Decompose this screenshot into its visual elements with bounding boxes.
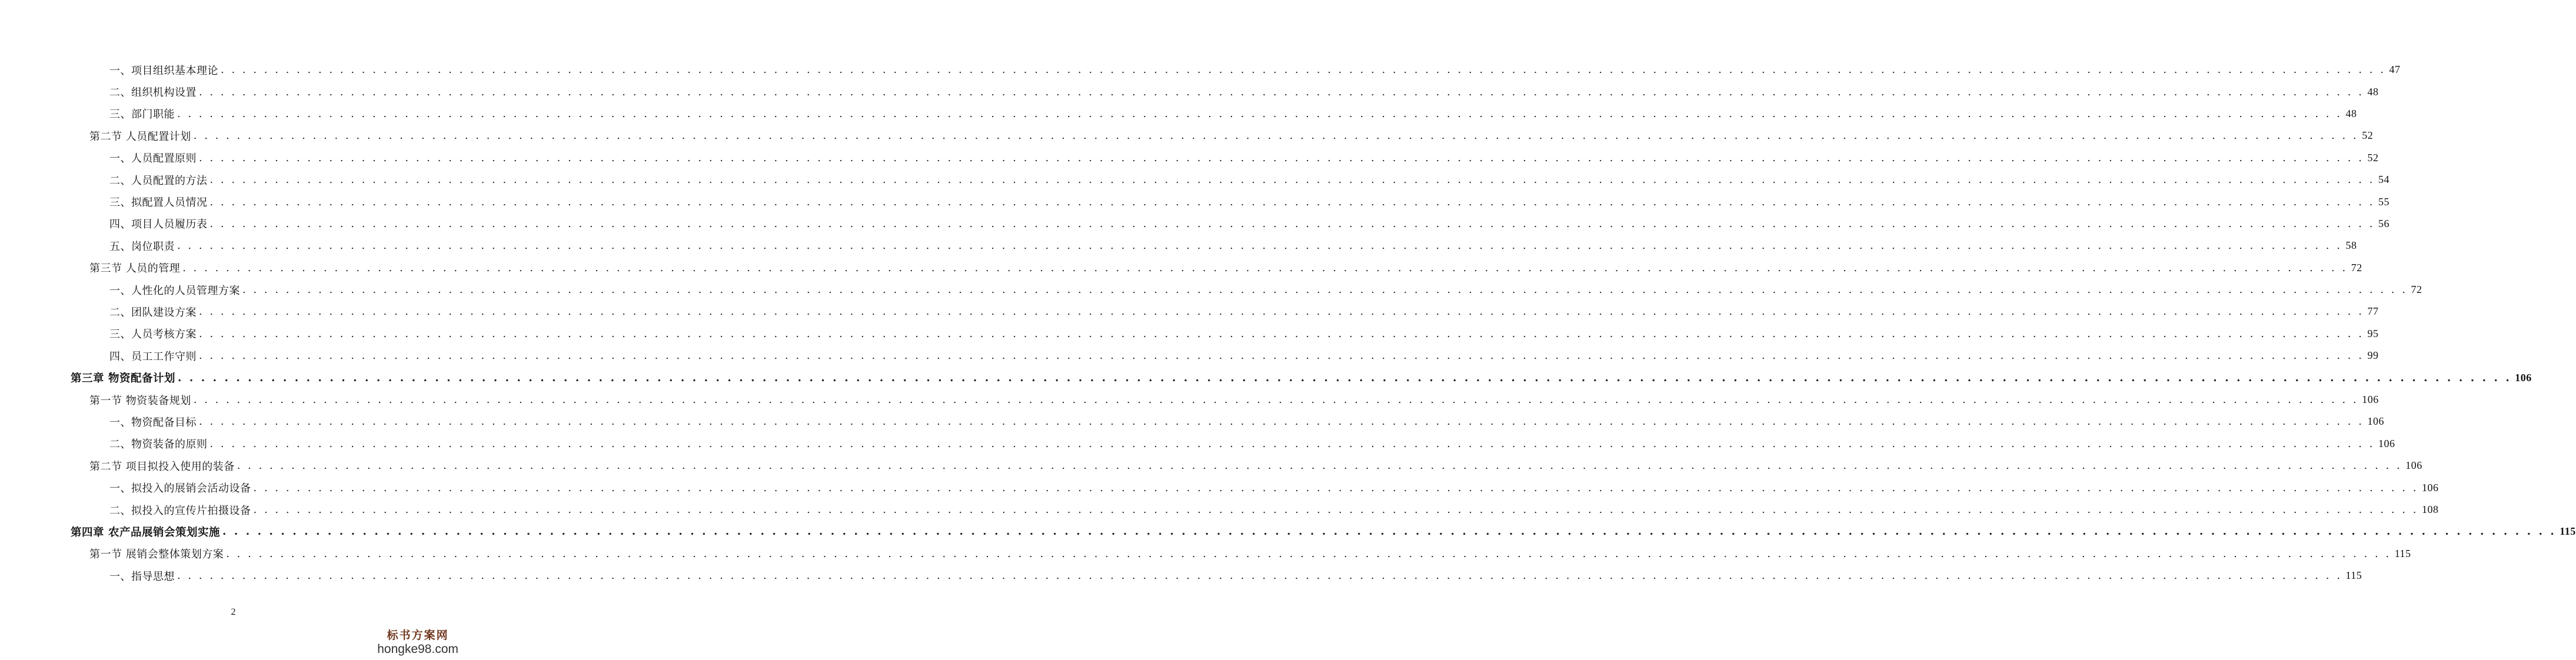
toc-entry[interactable] — [0, 389, 2379, 411]
toc-entry-title: 一、拟投入的展销会活动设备 — [109, 482, 251, 495]
toc-entry-page: 106 — [2421, 481, 2439, 494]
toc-entry[interactable] — [0, 125, 2374, 146]
toc-entry-title: 第一节 展销会整体策划方案 — [89, 548, 224, 561]
toc-entry-page: 52 — [2362, 129, 2374, 142]
toc-entry-title: 一、人员配置原则 — [109, 152, 197, 165]
toc-dot-leader: . . . . . . . . . . . . . . . . . . . . . . . . . . . . . . . . . . . . . . . . . . . . . . . . . . . . . . . . . . . . . . . . . . . . . . . . . . . . . . . . . . . . . . . . . . . . . . . . . . . . . . . . . . . . . . . . . . . . . . . . . . . . . . . . . . . . . . . . . . . . . . . . . . . . . . . . . . . . . . . . . . . . . . . . . . . . . . . . . . . . . . . . . . . . . . . . . . . . . . . . — [253, 481, 2418, 494]
toc-entry-page: 72 — [2411, 284, 2422, 296]
toc-entry-title: 第三节 人员的管理 — [89, 262, 181, 275]
toc-entry[interactable] — [0, 345, 2379, 366]
toc-dot-leader: . . . . . . . . . . . . . . . . . . . . . . . . . . . . . . . . . . . . . . . . . . . . . . . . . . . . . . . . . . . . . . . . . . . . . . . . . . . . . . . . . . . . . . . . . . . . . . . . . . . . . . . . . . . . . . . . . . . . . . . . . . . . . . . . . . . . . . . . . . . . . . . . . . . . . . . . . . . . . . . . . . . . . . . . . . . . . . . . . . . . . . . . . . . . . . . . . . . . . . . . — [199, 415, 2364, 428]
toc-entry-title: 一、指导思想 — [109, 570, 175, 583]
toc-entry-page: 56 — [2378, 217, 2389, 229]
watermark-name: 标书方案网 — [387, 629, 449, 642]
toc-entry-title: 三、人员考核方案 — [109, 328, 197, 341]
toc-entry-page: 95 — [2367, 327, 2379, 339]
toc-entry-page: 106 — [2367, 415, 2384, 428]
toc-entry-title: 二、物资装备的原则 — [109, 438, 208, 451]
toc-entry-page: 115 — [2394, 547, 2411, 559]
toc-entry-title: 三、拟配置人员情况 — [109, 196, 208, 209]
toc-entry[interactable] — [0, 59, 2401, 81]
toc-dot-leader: . . . . . . . . . . . . . . . . . . . . . . . . . . . . . . . . . . . . . . . . . . . . . . . . . . . . . . . . . . . . . . . . . . . . . . . . . . . . . . . . . . . . . . . . . . . . . . . . . . . . . . . . . . . . . . . . . . . . . . . . . . . . . . . . . . . . . . . . . . . . . . . . . . . . . . . . . . . . . . . . . . . . . . . . . . . . . . . . . . . . . . . . . . . . . . . . . . . . . . . . — [221, 64, 2386, 76]
toc-entry-page: 115 — [2560, 525, 2576, 538]
toc-entry-page: 48 — [2367, 85, 2379, 98]
toc-entry-page: 48 — [2345, 107, 2357, 119]
toc-entry[interactable] — [0, 81, 2379, 102]
watermark-url: hongke98.com — [377, 642, 458, 656]
toc-entry-title: 第三章 物资配备计划 — [71, 372, 175, 385]
toc-dot-leader: . . . . . . . . . . . . . . . . . . . . . . . . . . . . . . . . . . . . . . . . . . . . . . . . . . . . . . . . . . . . . . . . . . . . . . . . . . . . . . . . . . . . . . . . . . . . . . . . . . . . . . . . . . . . . . . . . . . . . . . . . . . . . . . . . . . . . . . . . . . . . . . . . . . . . . . . . . . . . . . . . . . . . . . . . . . . . . . . . . . . . . . . . . . . . . . . . . . . . . . . — [242, 284, 2408, 296]
toc-entry[interactable] — [0, 257, 2362, 279]
toc-entry-title: 四、员工工作守则 — [109, 350, 197, 363]
toc-dot-leader: . . . . . . . . . . . . . . . . . . . . . . . . . . . . . . . . . . . . . . . . . . . . . . . . . . . . . . . . . . . . . . . . . . . . . . . . . . . . . . . . . . . . . . . . . . . . . . . . . . . . . . . . . . . . . . . . . . . . . . . . . . . . . . . . . . . . . . . . . . . . . . . . . . . . . . . . . . . . . . . . . . . . . . . . . . . . . . . . . . . . . . . . . . . . . . . . . . . . . . . . — [177, 569, 2342, 582]
toc-dot-leader: . . . . . . . . . . . . . . . . . . . . . . . . . . . . . . . . . . . . . . . . . . . . . . . . . . . . . . . . . . . . . . . . . . . . . . . . . . . . . . . . . . . . . . . . . . . . . . . . . . . . . . . . . . . . . . . . . . . . . . . . . . . . . . . . . . . . . . . . . . . . . . . . . . . . . . . . . . . . . . . . . . . . . . . . . . . . . . . . . . . . . . . . . . . . . . . . . . . . . . . . — [253, 504, 2418, 516]
toc-entry-page: 52 — [2367, 151, 2379, 164]
toc-entry-title: 三、部门职能 — [109, 108, 175, 121]
toc-entry-title: 第二节 人员配置计划 — [89, 130, 191, 143]
toc-entry-page: 106 — [2515, 371, 2532, 384]
toc-dot-leader: . . . . . . . . . . . . . . . . . . . . . . . . . . . . . . . . . . . . . . . . . . . . . . . . . . . . . . . . . . . . . . . . . . . . . . . . . . . . . . . . . . . . . . . . . . . . . . . . . . . . . . . . . . . . . . . . . . . . . . . . . . . . . . . . . . . . . . . . . . . . . . . . . . . . . . . . . . . . . . . . . . . . . . . . . . . . . . . . . . . . . . . . . . . . . . . . . . . . . . . . — [199, 327, 2364, 340]
toc-entry[interactable] — [0, 235, 2357, 256]
watermark-logo — [377, 626, 458, 656]
toc-entry[interactable] — [0, 565, 2362, 586]
toc-dot-leader: . . . . . . . . . . . . . . . . . . . . . . . . . . . . . . . . . . . . . . . . . . . . . . . . . . . . . . . . . . . . . . . . . . . . . . . . . . . . . . . . . . . . . . . . . . . . . . . . . . . . . . . . . . . . . . . . . . . . . . . . . . . . . . . . . . . . . . . . . . . . . . . . . . . . . . . . . . . . . . . . . . . . . . . . . . . . . . . . . . . . . . . . . . . . . . . . . . . . . . . . — [199, 151, 2364, 164]
toc-dot-leader: . . . . . . . . . . . . . . . . . . . . . . . . . . . . . . . . . . . . . . . . . . . . . . . . . . . . . . . . . . . . . . . . . . . . . . . . . . . . . . . . . . . . . . . . . . . . . . . . . . . . . . . . . . . . . . . . . . . . . . . . . . . . . . . . . . . . . . . . . . . . . . . . . . . . . . . . . . . . . . . . . . . . . . . . . . . . . . . . . . . . . . . . . . . . . . . . . . . . . . . . — [193, 394, 2359, 406]
toc-entry-page: 108 — [2421, 504, 2439, 515]
toc-dot-leader: . . . . . . . . . . . . . . . . . . . . . . . . . . . . . . . . . . . . . . . . . . . . . . . . . . . . . . . . . . . . . . . . . . . . . . . . . . . . . . . . . . . . . . . . . . . . . . . . . . . . . . . . . . . . . . . . . . . . . . . . . . . . . . . . . . . . . . . . . . . . . . . . . . . . . . . . . . . . . . . . . . . . . . . . . . . . . . . . . . . . . . . . . . . . . . . . . . . . . . . . — [193, 129, 2359, 142]
toc-dot-leader: . . . . . . . . . . . . . . . . . . . . . . . . . . . . . . . . . . . . . . . . . . . . . . . . . . . . . . . . . . . . . . . . . . . . . . . . . . . . . . . . . . . . . . . . . . . . . . . . . . . . . . . . . . . . . . . . . . . . . . . . . . . . . . . . . . . . . . . . . . . . . . . . . . . . . . . . . . . . . . . . . . . . . . . . . . . . . . . . . . . . . . . . . . . . . . . . . . . . . . . . — [209, 217, 2375, 230]
toc-entry-page: 55 — [2378, 195, 2389, 208]
toc-entry[interactable] — [0, 169, 2389, 191]
toc-dot-leader: . . . . . . . . . . . . . . . . . . . . . . . . . . . . . . . . . . . . . . . . . . . . . . . . . . . . . . . . . . . . . . . . . . . . . . . . . . . . . . . . . . . . . . . . . . . . . . . . . . . . . . . . . . . . . . . . . . . . . . . . . . . . . . . . . . . . . . . . . . . . . . . . . . . . . . . . . . . . . . . . . . . . . . . . . . . . . . . . . . . . . . . . . . . . . . . . . . . . . . . . — [199, 85, 2364, 98]
table-of-contents — [0, 59, 2576, 586]
toc-entry-title: 二、组织机构设置 — [109, 86, 197, 99]
toc-entry-page: 58 — [2345, 239, 2357, 252]
toc-entry-title: 一、项目组织基本理论 — [109, 64, 218, 77]
toc-dot-leader: . . . . . . . . . . . . . . . . . . . . . . . . . . . . . . . . . . . . . . . . . . . . . . . . . . . . . . . . . . . . . . . . . . . . . . . . . . . . . . . . . . . . . . . . . . . . . . . . . . . . . . . . . . . . . . . . . . . . . . . . . . . . . . . . . . . . . . . . . . . . . . . . . . . . . . . . . . . . . . . . . . . . . . . . . . . . . . . . . . . . . . . . . . . . . . . . . . . . . . . . — [209, 174, 2375, 186]
toc-entry-title: 第一节 物资装备规划 — [89, 394, 191, 407]
toc-dot-leader: . . . . . . . . . . . . . . . . . . . . . . . . . . . . . . . . . . . . . . . . . . . . . . . . . . . . . . . . . . . . . . . . . . . . . . . . . . . . . . . . . . . . . . . . . . . . . . . . . . . . . . . . . . . . . . . . . . . . . . . . . . . . . . . . . . . . . . . . . . . . . . . . . . . . . . . . . . . . . . . . . . . . . . . . . . . . . . . . . . . . . . . . . . . . . . . . . . . . . . . . — [177, 107, 2342, 120]
toc-entry[interactable] — [0, 455, 2422, 476]
toc-entry[interactable] — [0, 521, 2576, 542]
toc-dot-leader: . . . . . . . . . . . . . . . . . . . . . . . . . . . . . . . . . . . . . . . . . . . . . . . . . . . . . . . . . . . . . . . . . . . . . . . . . . . . . . . . . . . . . . . . . . . . . . . . . . . . . . . . . . . . . . . . . . . . . . . . . . . . . . . . . . . . . . . . . . . . . . . . . . . . . . . . . . . . . . . . . . . . . . . . . . . . . . . . . . . . . . . . . . . . . . . . . . . . . . . . — [226, 547, 2391, 560]
toc-entry[interactable] — [0, 147, 2379, 169]
toc-entry-page: 54 — [2378, 174, 2389, 186]
toc-entry[interactable] — [0, 301, 2379, 322]
toc-dot-leader: . . . . . . . . . . . . . . . . . . . . . . . . . . . . . . . . . . . . . . . . . . . . . . . . . . . . . . . . . . . . . . . . . . . . . . . . . . . . . . . . . . . . . . . . . . . . . . . . . . . . . . . . . . . . . . . . . . . . . . . . . . . . . . . . . . . . . . . . . . . . . . . . . . . . . . . . . . . . . . . . . . . . . . . . . . . . . . . . . . . . . . . . . . . . . . . . . . . . . . . . — [199, 305, 2364, 318]
toc-entry-title: 第四章 农产品展销会策划实施 — [71, 526, 220, 539]
toc-entry-page: 77 — [2367, 305, 2379, 318]
toc-dot-leader: . . . . . . . . . . . . . . . . . . . . . . . . . . . . . . . . . . . . . . . . . . . . . . . . . . . . . . . . . . . . . . . . . . . . . . . . . . . . . . . . . . . . . . . . . . . . . . . . . . . . . . . . . . . . . . . . . . . . . . . . . . . . . . . . . . . . . . . . . . . . . . . . . . . . . . . . . . . . . . . . . . . . . . . . . . . . . . . . . . . . . . . . . . . . . . . . . . . . . . . . — [177, 239, 2342, 252]
toc-entry-page: 106 — [2405, 459, 2422, 472]
toc-entry-title: 一、人性化的人员管理方案 — [109, 284, 240, 297]
toc-dot-leader: . . . . . . . . . . . . . . . . . . . . . . . . . . . . . . . . . . . . . . . . . . . . . . . . . . . . . . . . . . . . . . . . . . . . . . . . . . . . . . . . . . . . . . . . . . . . . . . . . . . . . . . . . . . . . . . . . . . . . . . . . . . . . . . . . . . . . . . . . . . . . . . . . . . . . . . . . . . . . . . . . . . . . . . . . . . . . . . . . . . . . . . . . . . . . . . . . . . . . . . . — [209, 195, 2375, 208]
toc-entry-title: 二、人员配置的方法 — [109, 174, 208, 187]
toc-entry-page: 47 — [2389, 64, 2401, 76]
toc-entry-title: 一、物资配备目标 — [109, 416, 197, 429]
toc-entry[interactable] — [0, 366, 2532, 388]
toc-dot-leader: . . . . . . . . . . . . . . . . . . . . . . . . . . . . . . . . . . . . . . . . . . . . . . . . . . . . . . . . . . . . . . . . . . . . . . . . . . . . . . . . . . . . . . . . . . . . . . . . . . . . . . . . . . . . . . . . . . . . . . . . . . . . . . . . . . . . . . . . . . . . . . . . . . . . . . . . . . . . . . . . . . . . . . . . . . . . . . . . . . . . . . . . . . . . . . . . . . . . . . . . — [177, 371, 2512, 384]
toc-entry-page: 106 — [2378, 437, 2395, 449]
toc-entry[interactable] — [0, 279, 2422, 301]
toc-entry[interactable] — [0, 411, 2384, 432]
toc-entry[interactable] — [0, 499, 2439, 521]
toc-entry-title: 四、项目人员履历表 — [109, 218, 208, 231]
toc-dot-leader: . . . . . . . . . . . . . . . . . . . . . . . . . . . . . . . . . . . . . . . . . . . . . . . . . . . . . . . . . . . . . . . . . . . . . . . . . . . . . . . . . . . . . . . . . . . . . . . . . . . . . . . . . . . . . . . . . . . . . . . . . . . . . . . . . . . . . . . . . . . . . . . . . . . . . . . . . . . . . . . . . . . . . . . . . . . . . . . . . . . . . . . . . . . . . . . . . . . . . . . . — [199, 349, 2364, 362]
toc-entry[interactable] — [0, 323, 2379, 345]
toc-entry[interactable] — [0, 543, 2411, 565]
toc-entry-title: 第二节 项目拟投入使用的装备 — [89, 460, 235, 473]
toc-dot-leader: . . . . . . . . . . . . . . . . . . . . . . . . . . . . . . . . . . . . . . . . . . . . . . . . . . . . . . . . . . . . . . . . . . . . . . . . . . . . . . . . . . . . . . . . . . . . . . . . . . . . . . . . . . . . . . . . . . . . . . . . . . . . . . . . . . . . . . . . . . . . . . . . . . . . . . . . . . . . . . . . . . . . . . . . . . . . . . . . . . . . . . . . . . . . . . . . . . . . . . . . — [237, 459, 2402, 472]
toc-entry-title: 二、拟投入的宣传片拍摄设备 — [109, 504, 251, 517]
toc-entry-page: 115 — [2345, 569, 2362, 582]
toc-entry[interactable] — [0, 433, 2395, 455]
toc-entry[interactable] — [0, 476, 2439, 498]
toc-dot-leader: . . . . . . . . . . . . . . . . . . . . . . . . . . . . . . . . . . . . . . . . . . . . . . . . . . . . . . . . . . . . . . . . . . . . . . . . . . . . . . . . . . . . . . . . . . . . . . . . . . . . . . . . . . . . . . . . . . . . . . . . . . . . . . . . . . . . . . . . . . . . . . . . . . . . . . . . . . . . . . . . . . . . . . . . . . . . . . . . . . . . . . . . . . . . . . . . . . . . . . . . — [222, 525, 2557, 538]
toc-entry[interactable] — [0, 103, 2357, 125]
toc-entry[interactable] — [0, 213, 2389, 235]
toc-entry-title: 二、团队建设方案 — [109, 306, 197, 319]
toc-entry-page: 99 — [2367, 349, 2379, 362]
page-number: 2 — [231, 607, 236, 617]
toc-entry-page: 106 — [2362, 394, 2379, 406]
toc-entry-page: 72 — [2351, 261, 2362, 274]
toc-dot-leader: . . . . . . . . . . . . . . . . . . . . . . . . . . . . . . . . . . . . . . . . . . . . . . . . . . . . . . . . . . . . . . . . . . . . . . . . . . . . . . . . . . . . . . . . . . . . . . . . . . . . . . . . . . . . . . . . . . . . . . . . . . . . . . . . . . . . . . . . . . . . . . . . . . . . . . . . . . . . . . . . . . . . . . . . . . . . . . . . . . . . . . . . . . . . . . . . . . . . . . . . — [182, 261, 2348, 274]
toc-entry-title: 五、岗位职责 — [109, 240, 175, 253]
toc-entry[interactable] — [0, 191, 2389, 212]
toc-dot-leader: . . . . . . . . . . . . . . . . . . . . . . . . . . . . . . . . . . . . . . . . . . . . . . . . . . . . . . . . . . . . . . . . . . . . . . . . . . . . . . . . . . . . . . . . . . . . . . . . . . . . . . . . . . . . . . . . . . . . . . . . . . . . . . . . . . . . . . . . . . . . . . . . . . . . . . . . . . . . . . . . . . . . . . . . . . . . . . . . . . . . . . . . . . . . . . . . . . . . . . . . — [209, 437, 2375, 450]
